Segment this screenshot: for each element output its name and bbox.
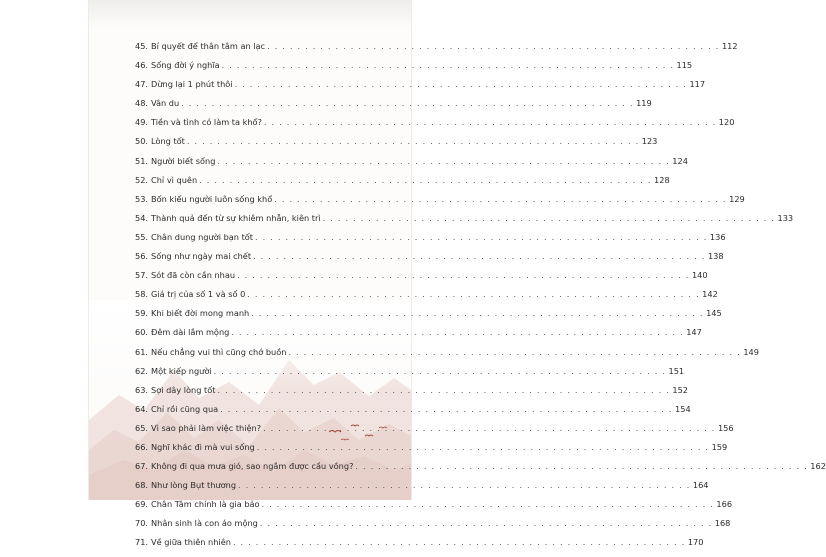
toc-entry-title: Chân dung người bạn tốt (151, 231, 254, 242)
toc-entry-title: Khi biết đời mong manh (151, 308, 250, 319)
toc-entry (135, 212, 794, 232)
toc-entry (135, 117, 735, 136)
toc-entry-page: 138 (707, 251, 724, 262)
toc-entry-number: 47. (135, 79, 149, 90)
toc-entry-title: Bí quyết để thân tâm an lạc (151, 41, 266, 51)
toc-dot-leader (274, 194, 727, 204)
toc-dot-leader (262, 499, 715, 509)
toc-entry (135, 441, 728, 461)
toc-entry (135, 289, 718, 308)
toc-entry-number: 59. (135, 308, 149, 319)
toc-entry (135, 136, 658, 155)
toc-entry-title: Chân Tâm chính là gia bảo (151, 499, 260, 510)
toc-dot-leader (260, 518, 713, 528)
toc-dot-leader (257, 442, 710, 452)
toc-entry-page: 142 (702, 289, 718, 300)
toc-entry (135, 403, 691, 423)
toc-dot-leader (237, 270, 690, 280)
toc-entry-title: Bốn kiểu người luôn sống khổ (151, 193, 273, 204)
toc-dot-leader (323, 213, 776, 223)
toc-dot-leader (231, 327, 684, 337)
toc-entry (135, 365, 685, 385)
toc-dot-leader (251, 308, 704, 318)
toc-entry-page: 145 (706, 308, 722, 319)
toc-entry-number: 58. (135, 289, 149, 300)
toc-dot-leader (267, 41, 720, 51)
toc-entry-page: 159 (711, 441, 728, 452)
toc-entry-number: 66. (135, 441, 149, 452)
toc-entry-page: 120 (718, 117, 735, 128)
toc-entry-number: 50. (135, 136, 149, 147)
page-top-shadow (89, 0, 411, 28)
toc-entry-number: 60. (135, 327, 149, 338)
book-page (89, 0, 826, 548)
toc-entry-page: 117 (689, 79, 706, 90)
toc-dot-leader (355, 461, 808, 471)
toc-entry-page: 112 (721, 41, 738, 51)
table-of-contents (135, 41, 826, 557)
toc-entry-page: 124 (672, 155, 688, 166)
toc-entry (135, 193, 745, 213)
toc-entry (135, 98, 652, 117)
toc-entry-title: Một kiếp người (151, 365, 212, 376)
toc-dot-leader (233, 537, 686, 547)
toc-dot-leader (217, 156, 670, 166)
toc-entry-page: 123 (641, 136, 658, 147)
toc-entry (135, 499, 733, 518)
toc-entry (135, 518, 731, 537)
toc-entry-page: 133 (777, 212, 794, 223)
toc-entry-number: 70. (135, 518, 149, 529)
toc-entry-title: Thành quả đến từ sự khiêm nhẫn, kiên trì (151, 212, 321, 223)
toc-entry-number: 45. (135, 41, 149, 51)
toc-entry-title: Dừng lại 1 phút thôi (151, 79, 233, 90)
toc-entry-page: 136 (709, 231, 726, 242)
toc-dot-leader (264, 117, 717, 127)
toc-entry-number: 48. (135, 98, 149, 109)
toc-entry-page: 149 (743, 346, 759, 357)
toc-entry-number: 53. (135, 193, 149, 204)
toc-entry-number: 68. (135, 480, 149, 491)
toc-entry-title: Sót đã còn cần nhau (151, 270, 236, 281)
toc-entry-number: 54. (135, 212, 149, 223)
toc-entry-page: 156 (717, 422, 734, 433)
toc-entry-page: 168 (714, 518, 731, 529)
toc-entry-number: 69. (135, 499, 149, 510)
toc-entry-number: 57. (135, 270, 149, 281)
toc-entry (135, 79, 706, 98)
toc-entry-title: Nghĩ khác đi mà vui sống (151, 441, 255, 452)
toc-entry-title: Người biết sống (151, 155, 216, 166)
toc-entry (135, 231, 726, 251)
toc-entry (135, 270, 708, 289)
toc-entry-title: Nếu chẳng vui thì cũng chớ buồn (151, 346, 287, 357)
toc-entry (135, 60, 693, 79)
toc-entry-page: 170 (687, 537, 704, 548)
toc-entry-title: Chỉ vì quên (151, 174, 198, 185)
toc-entry-number: 51. (135, 155, 149, 166)
toc-entry-title: Không đi qua mưa gió, sao ngắm được cầu vồng? (151, 461, 354, 472)
toc-entry-number: 46. (135, 60, 149, 71)
toc-dot-leader (214, 366, 667, 376)
toc-entry-title: Sợi dây lòng tốt (151, 384, 216, 395)
toc-dot-leader (238, 480, 691, 490)
toc-entry-title: Đêm dài lắm mộng (151, 327, 230, 338)
toc-entry-title: Lòng tốt (151, 136, 185, 147)
toc-entry (135, 41, 738, 60)
toc-entry-page: 115 (676, 60, 693, 71)
toc-entry (135, 174, 670, 194)
toc-dot-leader (253, 251, 706, 261)
toc-entry-number: 65. (135, 422, 149, 433)
toc-entry-page: 119 (636, 98, 652, 109)
toc-dot-leader (263, 423, 716, 433)
toc-entry (135, 251, 724, 270)
toc-entry (135, 461, 826, 480)
toc-entry-title: Về giữa thiên nhiên (151, 537, 231, 548)
toc-entry-number: 71. (135, 537, 149, 548)
toc-entry-page: 154 (675, 403, 691, 414)
toc-entry-number: 55. (135, 231, 149, 242)
toc-entry-number: 63. (135, 384, 149, 395)
toc-entry-number: 61. (135, 346, 149, 357)
toc-entry-number: 49. (135, 117, 149, 128)
toc-entry-title: Sống như ngày mai chết (151, 251, 252, 262)
toc-entry-page: 147 (686, 327, 702, 338)
toc-dot-leader (181, 98, 634, 108)
toc-entry-title: Vì sao phải làm việc thiện? (151, 422, 262, 433)
toc-entry-number: 62. (135, 365, 149, 376)
toc-entry-number: 64. (135, 403, 149, 414)
toc-dot-leader (217, 385, 670, 395)
toc-entry (135, 327, 702, 346)
toc-dot-leader (255, 232, 708, 242)
toc-entry-number: 52. (135, 174, 149, 185)
toc-dot-leader (247, 289, 700, 299)
toc-dot-leader (220, 404, 673, 414)
toc-entry-page: 164 (692, 480, 709, 491)
toc-entry-page: 152 (672, 384, 688, 395)
toc-entry (135, 422, 734, 442)
toc-entry-page: 151 (668, 365, 685, 376)
toc-entry (135, 384, 688, 404)
toc-entry-title: Như lòng Bụt thương (151, 480, 237, 491)
toc-entry-title: Vân du (151, 98, 180, 109)
toc-dot-leader (199, 175, 652, 185)
toc-entry-page: 128 (654, 174, 670, 185)
toc-entry-number: 56. (135, 251, 149, 262)
toc-dot-leader (235, 79, 688, 89)
toc-entry-number: 67. (135, 461, 149, 472)
toc-entry-title: Giá trị của số 1 và số 0 (151, 289, 246, 300)
toc-entry (135, 346, 759, 366)
toc-entry (135, 155, 688, 175)
toc-entry-title: Sống đời ý nghĩa (151, 60, 220, 71)
toc-entry-page: 140 (691, 270, 708, 281)
toc-entry-page: 166 (716, 499, 733, 510)
toc-entry (135, 480, 709, 499)
toc-dot-leader (222, 60, 675, 70)
toc-entry (135, 537, 704, 556)
toc-dot-leader (187, 136, 640, 146)
toc-dot-leader (288, 347, 741, 357)
toc-entry (135, 308, 722, 327)
toc-entry-title: Chỉ rồi cũng qua (151, 403, 219, 414)
toc-entry-title: Nhân sinh là con áo mộng (151, 518, 258, 529)
toc-entry-page: 162 (810, 461, 826, 472)
toc-entry-page: 129 (729, 193, 745, 204)
toc-entry-title: Tiền và tình có làm ta khổ? (151, 117, 262, 128)
